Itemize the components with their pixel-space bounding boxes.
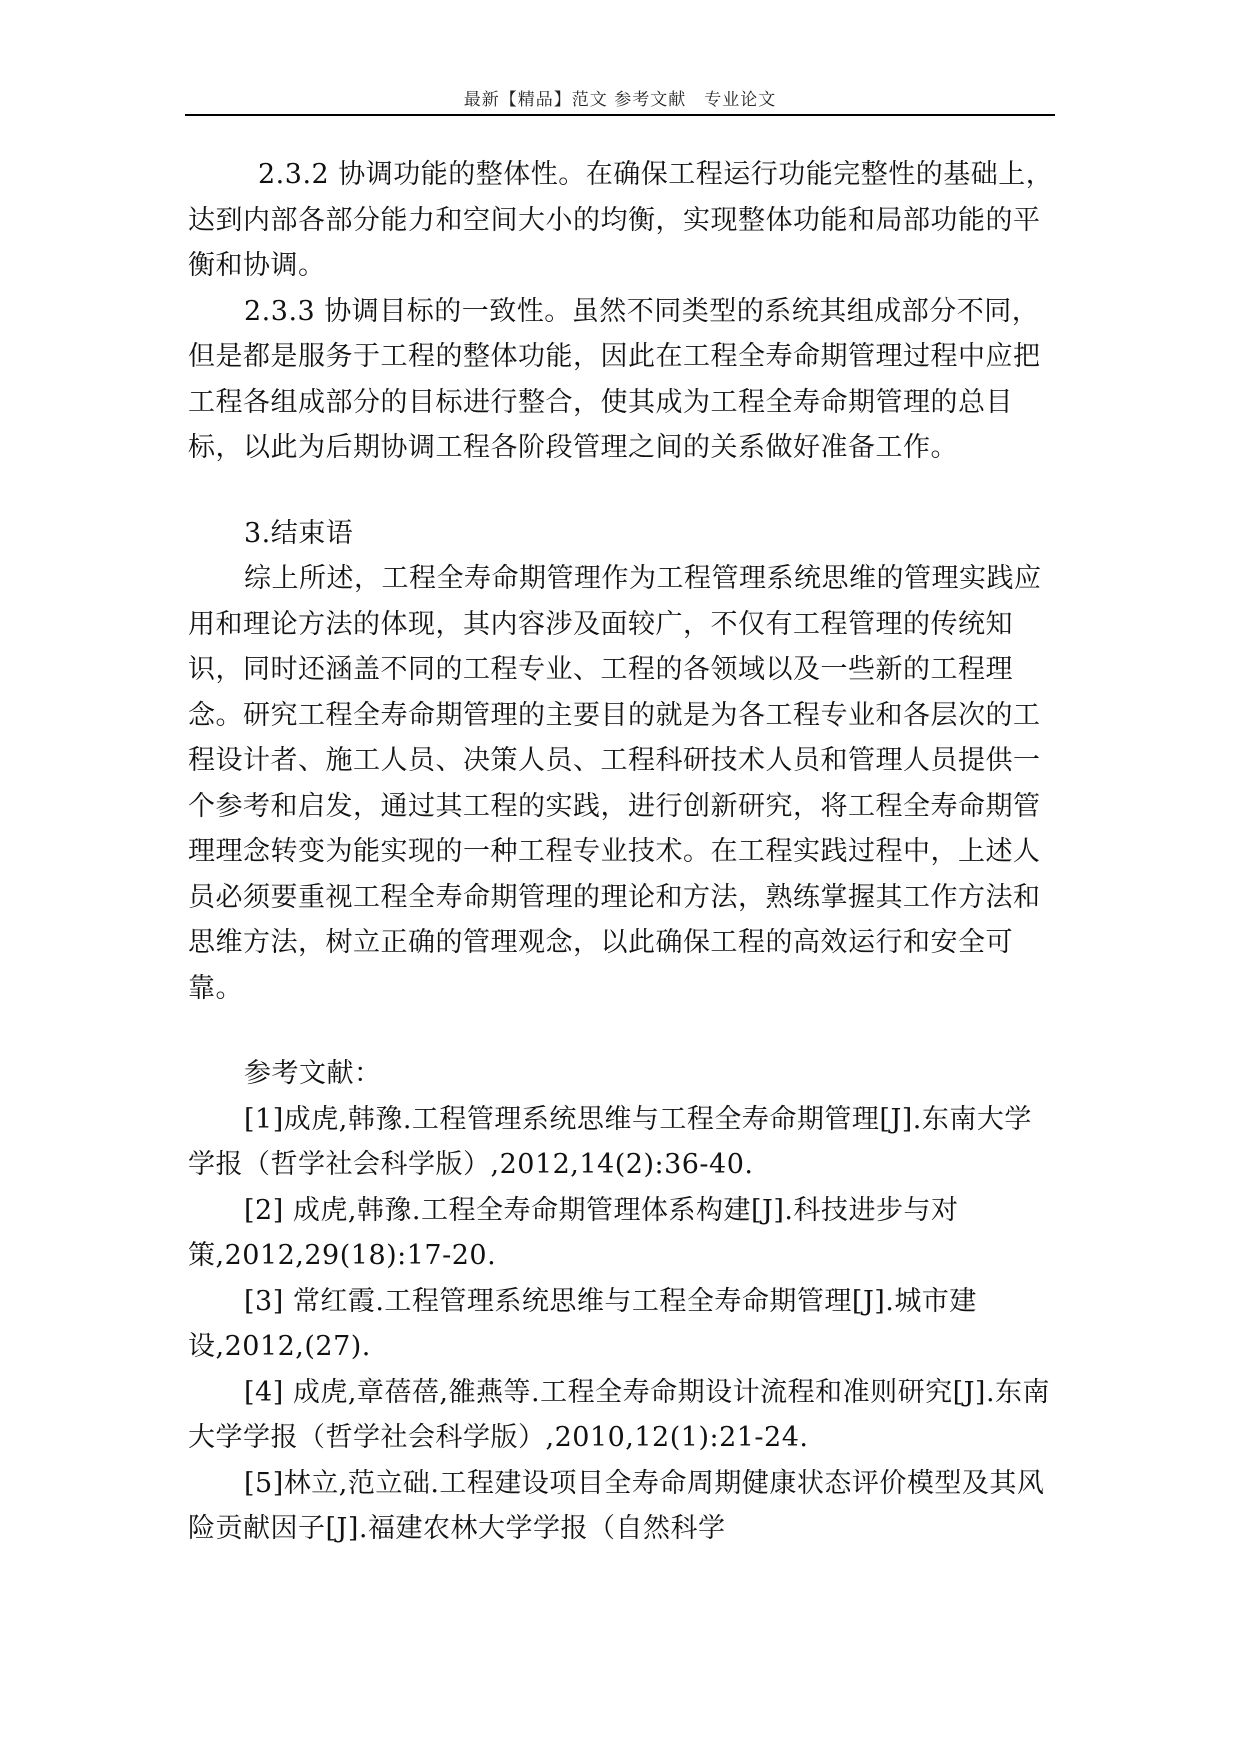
reference-item: [1]成虎,韩豫.工程管理系统思维与工程全寿命期管理[J].东南大学学报（哲学社会科学版）,2012,14(2):36-40. — [188, 1103, 1032, 1180]
conclusion-paragraph: 综上所述，工程全寿命期管理作为工程管理系统思维的管理实践应用和理论方法的体现，其内容涉及面较广，不仅有工程管理的传统知识，同时还涵盖不同的工程专业、工程的各领域以及一些新的工程理念。研究工程全寿命期管理的主要目的就是为各工程专业和各层次的工程设计者、施工人员、决策人员、工程科研技术人员和管理人员提供一个参考和启发，通过其工程的实践，进行创新研究，将工程全寿命期管理理念转变为能实现的一种工程专业技术。在工程实践过程中，上述人员必须要重视工程全寿命期管理的理论和方法，熟练掌握其工作方法和思维方法，树立正确的管理观念，以此确保工程的高效运行和安全可靠。 — [188, 563, 1042, 1004]
references-section — [188, 1051, 1058, 1552]
section-2-3-3-paragraph: 2.3.3 协调目标的一致性。虽然不同类型的系统其组成部分不同，但是都是服务于工程的整体功能，因此在工程全寿命期管理过程中应把工程各组成部分的目标进行整合，使其成为工程全寿命期管理的总目标，以此为后期协调工程各阶段管理之间的关系做好准备工作。 — [188, 295, 1041, 463]
page-header: 最新【精品】范文 参考文献 专业论文 — [463, 90, 777, 110]
header-rule — [185, 114, 1055, 116]
spacer — [188, 471, 1058, 511]
reference-item: [2] 成虎,韩豫.工程全寿命期管理体系构建[J].科技进步与对策,2012,29(18):17-20. — [188, 1194, 959, 1271]
references-heading: 参考文献： — [244, 1058, 382, 1089]
reference-item: [4] 成虎,章蓓蓓,雒燕等.工程全寿命期设计流程和准则研究[J].东南大学学报（哲学社会科学版）,2010,12(1):21-24. — [188, 1376, 1051, 1453]
reference-item: [5]林立,范立础.工程建设项目全寿命周期健康状态评价模型及其风险贡献因子[J].福建农林大学学报（自然科学 — [188, 1467, 1045, 1544]
section-2-3-2-paragraph: 2.3.2 协调功能的整体性。在确保工程运行功能完整性的基础上，达到内部各部分能力和空间大小的均衡，实现整体功能和局部功能的平衡和协调。 — [188, 159, 1054, 281]
conclusion-heading: 3.结束语 — [244, 517, 354, 549]
document-body — [188, 152, 1058, 1552]
reference-item: [3] 常红霞.工程管理系统思维与工程全寿命期管理[J].城市建设,2012,(27). — [188, 1285, 977, 1362]
spacer — [188, 1011, 1058, 1051]
